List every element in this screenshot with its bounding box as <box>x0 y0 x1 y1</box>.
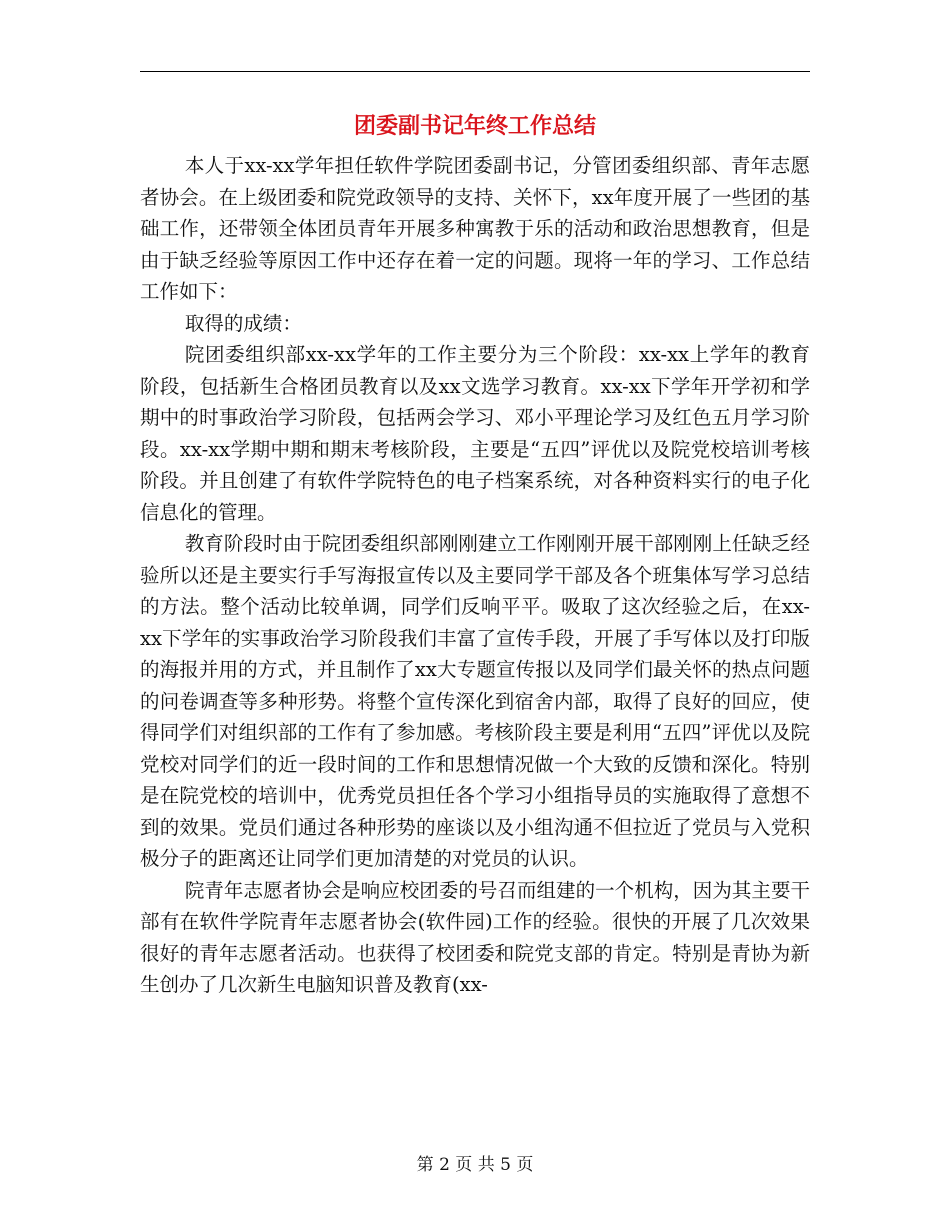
page-number-footer: 第 2 页 共 5 页 <box>416 1155 534 1175</box>
document-title: 团委副书记年终工作总结 <box>353 113 596 139</box>
paragraph-education-stage: 教育阶段时由于院团委组织部刚刚建立工作刚刚开展干部刚刚上任缺乏经验所以还是主要实行手写海报宣传以及主要同学干部及各个班集体写学习总结的方法。整个活动比较单调，同学们反响平平。吸取了这次经验之后，在xx-xx下学年的实事政治学习阶段我们丰富了宣传手段，开展了手写体以及打印版的海报并用的方式，并且制作了xx大专题宣传报以及同学们最关怀的热点问题的问卷调查等多种形势。将整个宣传深化到宿舍内部，取得了良好的回应，使得同学们对组织部的工作有了参加感。考核阶段主要是利用“五四”评优以及院党校对同学们的近一段时间的工作和思想情况做一个大致的反馈和深化。特别是在院党校的培训中，优秀党员担任各个学习小组指导员的实施取得了意想不到的效果。党员们通过各种形势的座谈以及小组沟通不但拉近了党员与入党积极分子的距离还让同学们更加清楚的对党员的认识。 <box>140 532 810 870</box>
paragraph-achievements-heading: 取得的成绩： <box>184 311 302 335</box>
paragraph-intro: 本人于xx-xx学年担任软件学院团委副书记，分管团委组织部、青年志愿者协会。在上级团委和院党政领导的支持、关怀下，xx年度开展了一些团的基础工作，还带领全体团员青年开展多种寓教于乐的活动和政治思想教育，但是由于缺乏经验等原因工作中还存在着一定的问题。现将一年的学习、工作总结工作如下： <box>140 154 810 303</box>
header-rule <box>140 71 810 72</box>
document-body <box>140 150 810 1001</box>
paragraph-volunteer-association: 院青年志愿者协会是响应校团委的号召而组建的一个机构，因为其主要干部有在软件学院青年志愿者协会(软件园)工作的经验。很快的开展了几次效果很好的青年志愿者活动。也获得了校团委和院党支部的肯定。特别是青协为新生创办了几次新生电脑知识普及教育(xx- <box>140 878 810 996</box>
paragraph-organization-work: 院团委组织部xx-xx学年的工作主要分为三个阶段：xx-xx上学年的教育阶段，包括新生合格团员教育以及xx文选学习教育。xx-xx下学年开学初和学期中的时事政治学习阶段，包括两会学习、邓小平理论学习及红色五月学习阶段。xx-xx学期中期和期末考核阶段，主要是“五四”评优以及院党校培训考核阶段。并且创建了有软件学院特色的电子档案系统，对各种资料实行的电子化信息化的管理。 <box>140 343 810 524</box>
